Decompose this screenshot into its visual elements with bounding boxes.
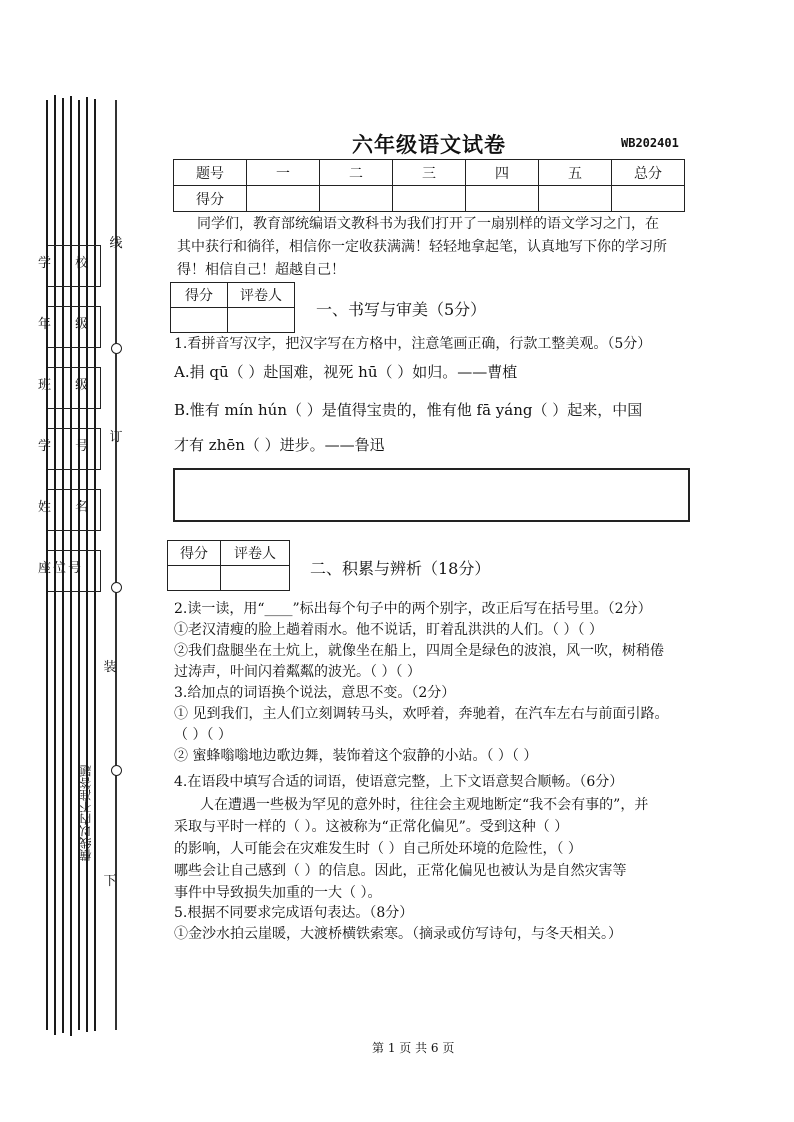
grader-score-label: 得分 [171, 283, 228, 308]
question-3-1: ① 见到我们，主人们立刻调转马头，欢呼着，奔驰着，在汽车左右与前面引路。 [174, 706, 669, 722]
question-4-text: 哪些会让自己感到（ ）的信息。因此，正常化偏见也被认为是自然灾害等 [174, 863, 627, 879]
paper-code: WB202401 [621, 136, 679, 150]
page-title: 六年级语文试卷 [352, 132, 506, 157]
score-cell: 五 [539, 160, 612, 186]
grader-score-input[interactable] [168, 566, 221, 591]
question-2-1: ①老汉清瘦的脸上趟着雨水。他不说话，盯着乱洪洪的人们。（ ）（ ） [174, 622, 603, 638]
grader-reviewer-label: 评卷人 [221, 541, 290, 566]
question-3-2: ② 蜜蜂嗡嗡地边歌边舞，装饰着这个寂静的小站。（ ）（ ） [174, 748, 538, 764]
question-1a: A.捐 qū（ ）赴国难，视死 hū（ ）如归。——曹植 [174, 363, 518, 381]
question-5-1: ①金沙水拍云崖暖，大渡桥横铁索寒。（摘录或仿写诗句，与冬天相关。） [174, 926, 622, 942]
score-cell: 四 [466, 160, 539, 186]
binding-hole [111, 582, 122, 593]
grader-score-input[interactable] [171, 308, 228, 333]
score-table-score-row [174, 186, 685, 212]
section-2-title: 二、积累与辨析（18分） [310, 559, 491, 578]
grader-score-label: 得分 [168, 541, 221, 566]
question-3-1-answers: （ ）（ ） [174, 727, 232, 743]
zhuang-mark: 装 [103, 660, 117, 675]
score-input-cell[interactable] [393, 186, 466, 212]
question-1b-cont: 才有 zhēn（ ）进步。——鲁迅 [174, 436, 385, 454]
score-input-cell[interactable] [612, 186, 685, 212]
grader-box [167, 540, 290, 591]
score-input-cell[interactable] [247, 186, 320, 212]
question-2-2-cont: 过涛声，叶间闪着粼粼的波光。（ ）（ ） [174, 664, 421, 680]
score-input-cell[interactable] [466, 186, 539, 212]
grader-box [170, 282, 295, 333]
score-cell: 一 [247, 160, 320, 186]
class-label: 班 级 [38, 378, 99, 393]
name-label: 姓 名 [38, 500, 99, 515]
score-cell: 题号 [174, 160, 247, 186]
score-input-cell[interactable] [320, 186, 393, 212]
score-cell: 二 [320, 160, 393, 186]
intro-line: 同学们，教育部统编语文教科书为我们打开了一扇别样的语文学习之门，在 [197, 216, 659, 232]
score-table [173, 159, 685, 212]
score-input-cell[interactable] [539, 186, 612, 212]
question-2-2: ②我们盘腿坐在土炕上，就像坐在船上，四周全是绿色的波浪，风一吹，树稍倦 [174, 643, 664, 659]
grader-reviewer-input[interactable] [221, 566, 290, 591]
question-5: 5.根据不同要求完成语句表达。（8分） [174, 905, 414, 921]
score-row-label: 得分 [174, 186, 247, 212]
xia-mark: 下 [103, 874, 117, 889]
intro-line: 其中获行和徜徉，相信你一定收获满满！轻轻地拿起笔，认真地写下你的学习所 [177, 239, 667, 255]
grader-reviewer-label: 评卷人 [228, 283, 295, 308]
binding-hole [111, 343, 122, 354]
question-4-text: 人在遭遇一些极为罕见的意外时，往往会主观地断定“我不会有事的”，并 [200, 797, 649, 813]
ding-mark: 订 [109, 430, 123, 445]
question-2: 2.读一读，用“____”标出每个句子中的两个别字，改正后写在括号里。（2分） [174, 601, 652, 617]
seat-label: 座位号 [38, 561, 84, 576]
question-1: 1.看拼音写汉字，把汉字写在方格中，注意笔画正确，行款工整美观。（5分） [174, 336, 652, 352]
section-1-title: 一、书写与审美（5分） [316, 300, 487, 319]
no-answer-warning: 横线以内不准答题 [79, 765, 93, 861]
grade-label: 年 级 [38, 317, 99, 332]
question-4-text: 采取与平时一样的（ ）。这被称为“正常化偏见”。受到这种（ ） [174, 819, 569, 835]
question-4-text: 事件中导致损失加重的一大（ ）。 [174, 885, 382, 901]
binding-hole [111, 765, 122, 776]
handwriting-answer-box[interactable] [173, 468, 690, 522]
line-mark: 线 [109, 236, 123, 251]
grader-reviewer-input[interactable] [228, 308, 295, 333]
score-cell: 三 [393, 160, 466, 186]
number-label: 学 号 [38, 439, 99, 454]
school-label: 学 校 [38, 256, 99, 271]
question-1b: B.惟有 mín hún（ ）是值得宝贵的，惟有他 fā yáng（ ）起来，中国 [174, 401, 643, 419]
question-3: 3.给加点的词语换个说法，意思不变。（2分） [174, 685, 456, 701]
question-4-text: 的影响，人可能会在灾难发生时（ ）自己所处环境的危险性，（ ） [174, 841, 582, 857]
question-4: 4.在语段中填写合适的词语，使语意完整，上下文语意契合顺畅。（6分） [174, 774, 624, 790]
page-footer: 第 1 页 共 6 页 [372, 1041, 455, 1055]
intro-line: 得！相信自己！超越自己！ [177, 262, 345, 278]
score-cell: 总分 [612, 160, 685, 186]
score-table-header-row [174, 160, 685, 186]
